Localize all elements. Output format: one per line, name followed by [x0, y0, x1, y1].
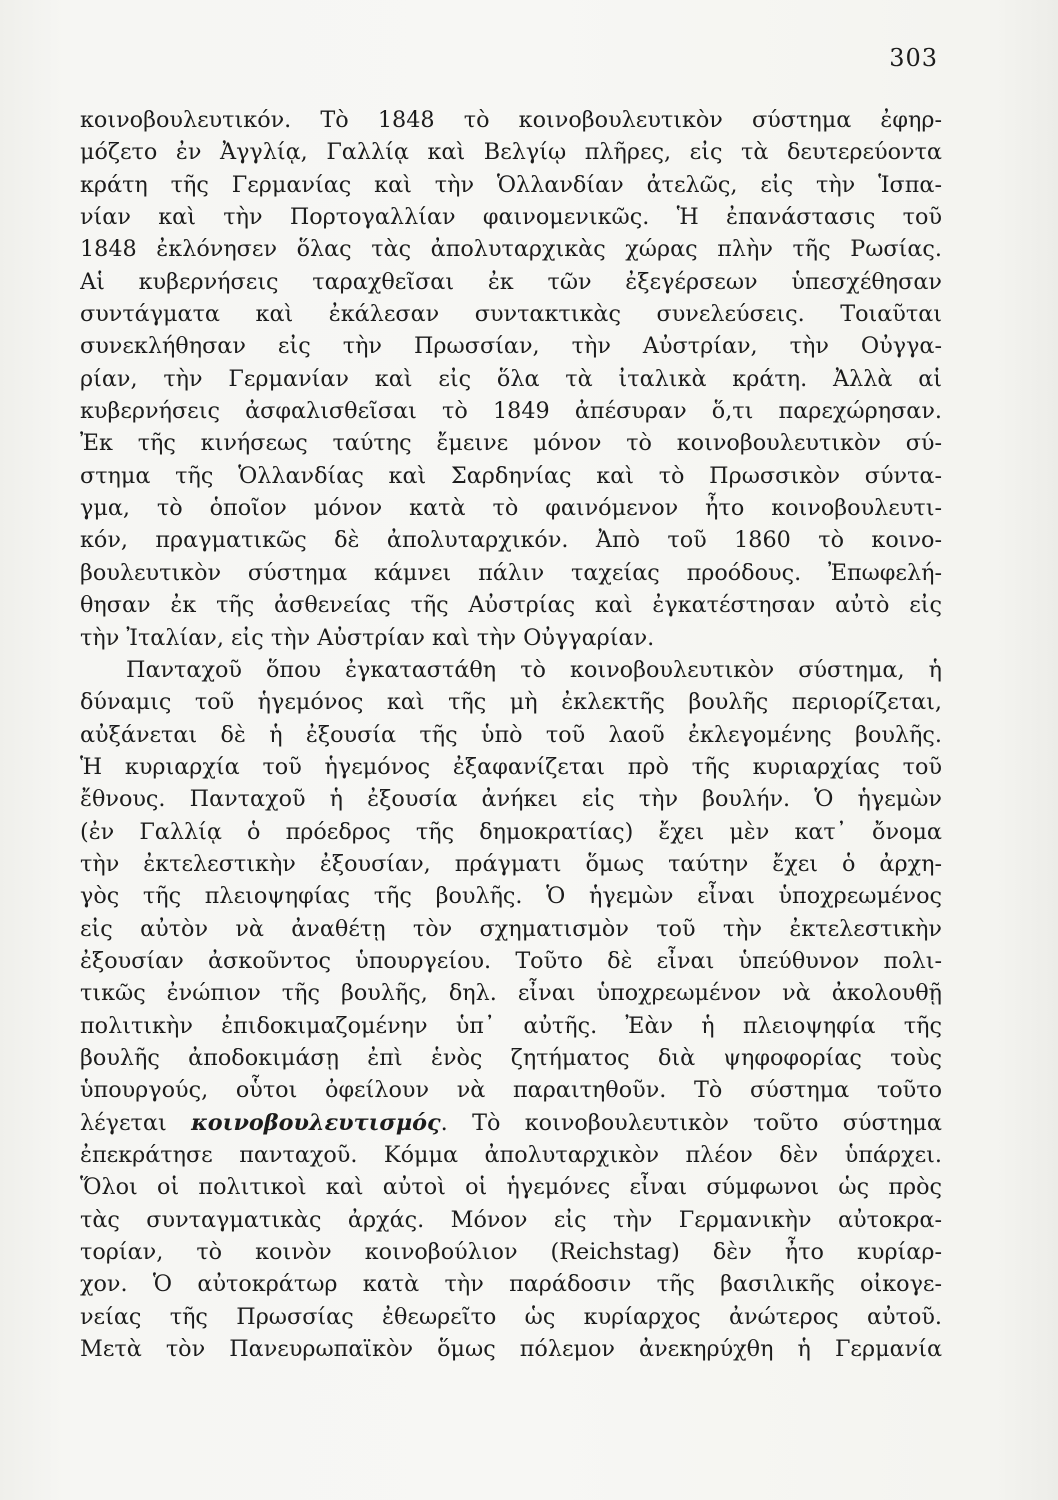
text-line: χον. Ὁ αὐτοκράτωρ κατὰ τὴν παράδοσιν τῆς βασιλικῆς οἰκογε- — [80, 1271, 942, 1298]
text-line: (ἐν Γαλλίᾳ ὁ πρόεδρος τῆς δημοκρατίας) ἔχει μὲν κατ᾿ ὄνομα — [80, 818, 942, 845]
text-line: 1848 ἐκλόνησεν ὅλας τὰς ἀπολυταρχικὰς χώρας πλὴν τῆς Ρωσίας. — [80, 236, 942, 263]
text-line: συντάγματα καὶ ἐκάλεσαν συντακτικὰς συνελεύσεις. Τοιαῦται — [80, 301, 942, 328]
paragraph-1 — [80, 104, 942, 654]
text-line: εἰς αὐτὸν νὰ ἀναθέτῃ τὸν σχηματισμὸν τοῦ τὴν ἐκτελεστικὴν — [80, 915, 942, 942]
text-line: Πανταχοῦ ὅπου ἐγκαταστάθη τὸ κοινοβουλευτικὸν σύστημα, ἡ — [126, 656, 942, 683]
text-line: Ἐκ τῆς κινήσεως ταύτης ἔμεινε μόνον τὸ κοινοβουλευτικὸν σύ- — [80, 430, 942, 457]
text-line: Ὅλοι οἱ πολιτικοὶ καὶ αὐτοὶ οἱ ἡγεμόνες εἶναι σύμφωνοι ὡς πρὸς — [80, 1174, 942, 1201]
text-line: θησαν ἐκ τῆς ἀσθενείας τῆς Αὐστρίας καὶ ἐγκατέστησαν αὐτὸ εἰς — [80, 592, 942, 619]
text-line: τορίαν, τὸ κοινὸν κοινοβούλιον (Reichstag) δὲν ἦτο κυρίαρ- — [80, 1239, 942, 1266]
text-line: τικῶς ἐνώπιον τῆς βουλῆς, δηλ. εἶναι ὑποχρεωμένον νὰ ἀκολουθῇ — [80, 980, 942, 1007]
emphasis-line — [80, 1107, 942, 1139]
text-line: γμα, τὸ ὁποῖον μόνον κατὰ τὸ φαινόμενον ἦτο κοινοβουλευτι- — [80, 495, 942, 522]
text-line: ἐπεκράτησε πανταχοῦ. Κόμμα ἀπολυταρχικὸν πλέον δὲν ὑπάρχει. — [80, 1142, 942, 1168]
text-line: κοινοβουλευτικόν. Τὸ 1848 τὸ κοινοβουλευτικὸν σύστημα ἐφηρ- — [80, 107, 942, 133]
text-line: στημα τῆς Ὁλλανδίας καὶ Σαρδηνίας καὶ τὸ Πρωσσικὸν σύντα- — [80, 462, 942, 489]
text-line: τὴν Ἰταλίαν, εἰς τὴν Αὐστρίαν καὶ τὴν Οὐγγαρίαν. — [80, 624, 655, 651]
emphasis-line-after: . Τὸ κοινοβουλευτικὸν τοῦτο σύστημα — [440, 1109, 942, 1136]
paragraph-2 — [80, 654, 942, 1366]
text-line: τὰς συνταγματικὰς ἀρχάς. Μόνον εἰς τὴν Γερμανικὴν αὐτοκρα- — [80, 1206, 942, 1233]
text-line: ἔθνους. Πανταχοῦ ἡ ἐξουσία ἀνήκει εἰς τὴν βουλήν. Ὁ ἡγεμὼν — [80, 786, 942, 813]
text-line: νείας τῆς Πρωσσίας ἐθεωρεῖτο ὡς κυρίαρχος ἀνώτερος αὐτοῦ. — [80, 1303, 942, 1330]
text-line: τὴν ἐκτελεστικὴν ἐξουσίαν, πράγματι ὅμως ταύτην ἔχει ὁ ἀρχη- — [80, 850, 942, 877]
text-line: ρίαν, τὴν Γερμανίαν καὶ εἰς ὅλα τὰ ἰταλικὰ κράτη. Ἀλλὰ αἱ — [80, 365, 942, 392]
text-line: δύναμις τοῦ ἡγεμόνος καὶ τῆς μὴ ἐκλεκτῆς βουλῆς περιορίζεται, — [80, 689, 942, 716]
text-line: κράτη τῆς Γερμανίας καὶ τὴν Ὁλλανδίαν ἀτελῶς, εἰς τὴν Ἱσπα- — [80, 171, 942, 198]
text-line: γὸς τῆς πλειοψηφίας τῆς βουλῆς. Ὁ ἡγεμὼν εἶναι ὑποχρεωμένος — [80, 883, 942, 910]
text-line: Μετὰ τὸν Πανευρωπαϊκὸν ὅμως πόλεμον ἀνεκηρύχθη ἡ Γερμανία — [80, 1336, 942, 1363]
text-line: μόζετο ἐν Ἀγγλίᾳ, Γαλλίᾳ καὶ Βελγίῳ πλῆρες, εἰς τὰ δευτερεύοντα — [80, 139, 942, 166]
text-line: συνεκλήθησαν εἰς τὴν Πρωσσίαν, τὴν Αὐστρίαν, τὴν Οὐγγα- — [80, 333, 942, 360]
text-line: κυβερνήσεις ἀσφαλισθεῖσαι τὸ 1849 ἀπέσυραν ὅ,τι παρεχώρησαν. — [80, 398, 942, 425]
text-line: βουλῆς ἀποδοκιμάσῃ ἐπὶ ἑνὸς ζητήματος διὰ ψηφοφορίας τοὺς — [80, 1044, 942, 1071]
body-text — [80, 104, 942, 1365]
text-line: πολιτικὴν ἐπιδοκιμαζομένην ὑπ᾿ αὐτῆς. Ἐὰν ἡ πλειοψηφία τῆς — [80, 1012, 942, 1039]
text-line: αὐξάνεται δὲ ἡ ἐξουσία τῆς ὑπὸ τοῦ λαοῦ ἐκλεγομένης βουλῆς. — [80, 721, 942, 748]
text-line: βουλευτικὸν σύστημα κάμνει πάλιν ταχείας προόδους. Ἐπωφελή- — [80, 559, 942, 586]
text-line: κόν, πραγματικῶς δὲ ἀπολυταρχικόν. Ἀπὸ τοῦ 1860 τὸ κοινο- — [80, 527, 942, 554]
page-number: 303 — [889, 44, 938, 72]
text-line: ὑπουργούς, οὗτοι ὀφείλουν νὰ παραιτηθοῦν. Τὸ σύστημα τοῦτο — [80, 1077, 942, 1104]
emphasized-term: κοινοβουλευτισμός — [191, 1109, 441, 1136]
text-line: ἐξουσίαν ἀσκοῦντος ὑπουργείου. Τοῦτο δὲ εἶναι ὑπεύθυνον πολι- — [80, 947, 942, 974]
emphasis-line-before: λέγεται — [80, 1109, 192, 1136]
text-line: νίαν καὶ τὴν Πορτογαλλίαν φαινομενικῶς. Ἡ ἐπανάστασις τοῦ — [80, 204, 942, 231]
text-line: Αἱ κυβερνήσεις ταραχθεῖσαι ἐκ τῶν ἐξεγέρσεων ὑπεσχέθησαν — [80, 268, 942, 295]
text-line: Ἡ κυριαρχία τοῦ ἡγεμόνος ἐξαφανίζεται πρὸ τῆς κυριαρχίας τοῦ — [80, 753, 942, 780]
